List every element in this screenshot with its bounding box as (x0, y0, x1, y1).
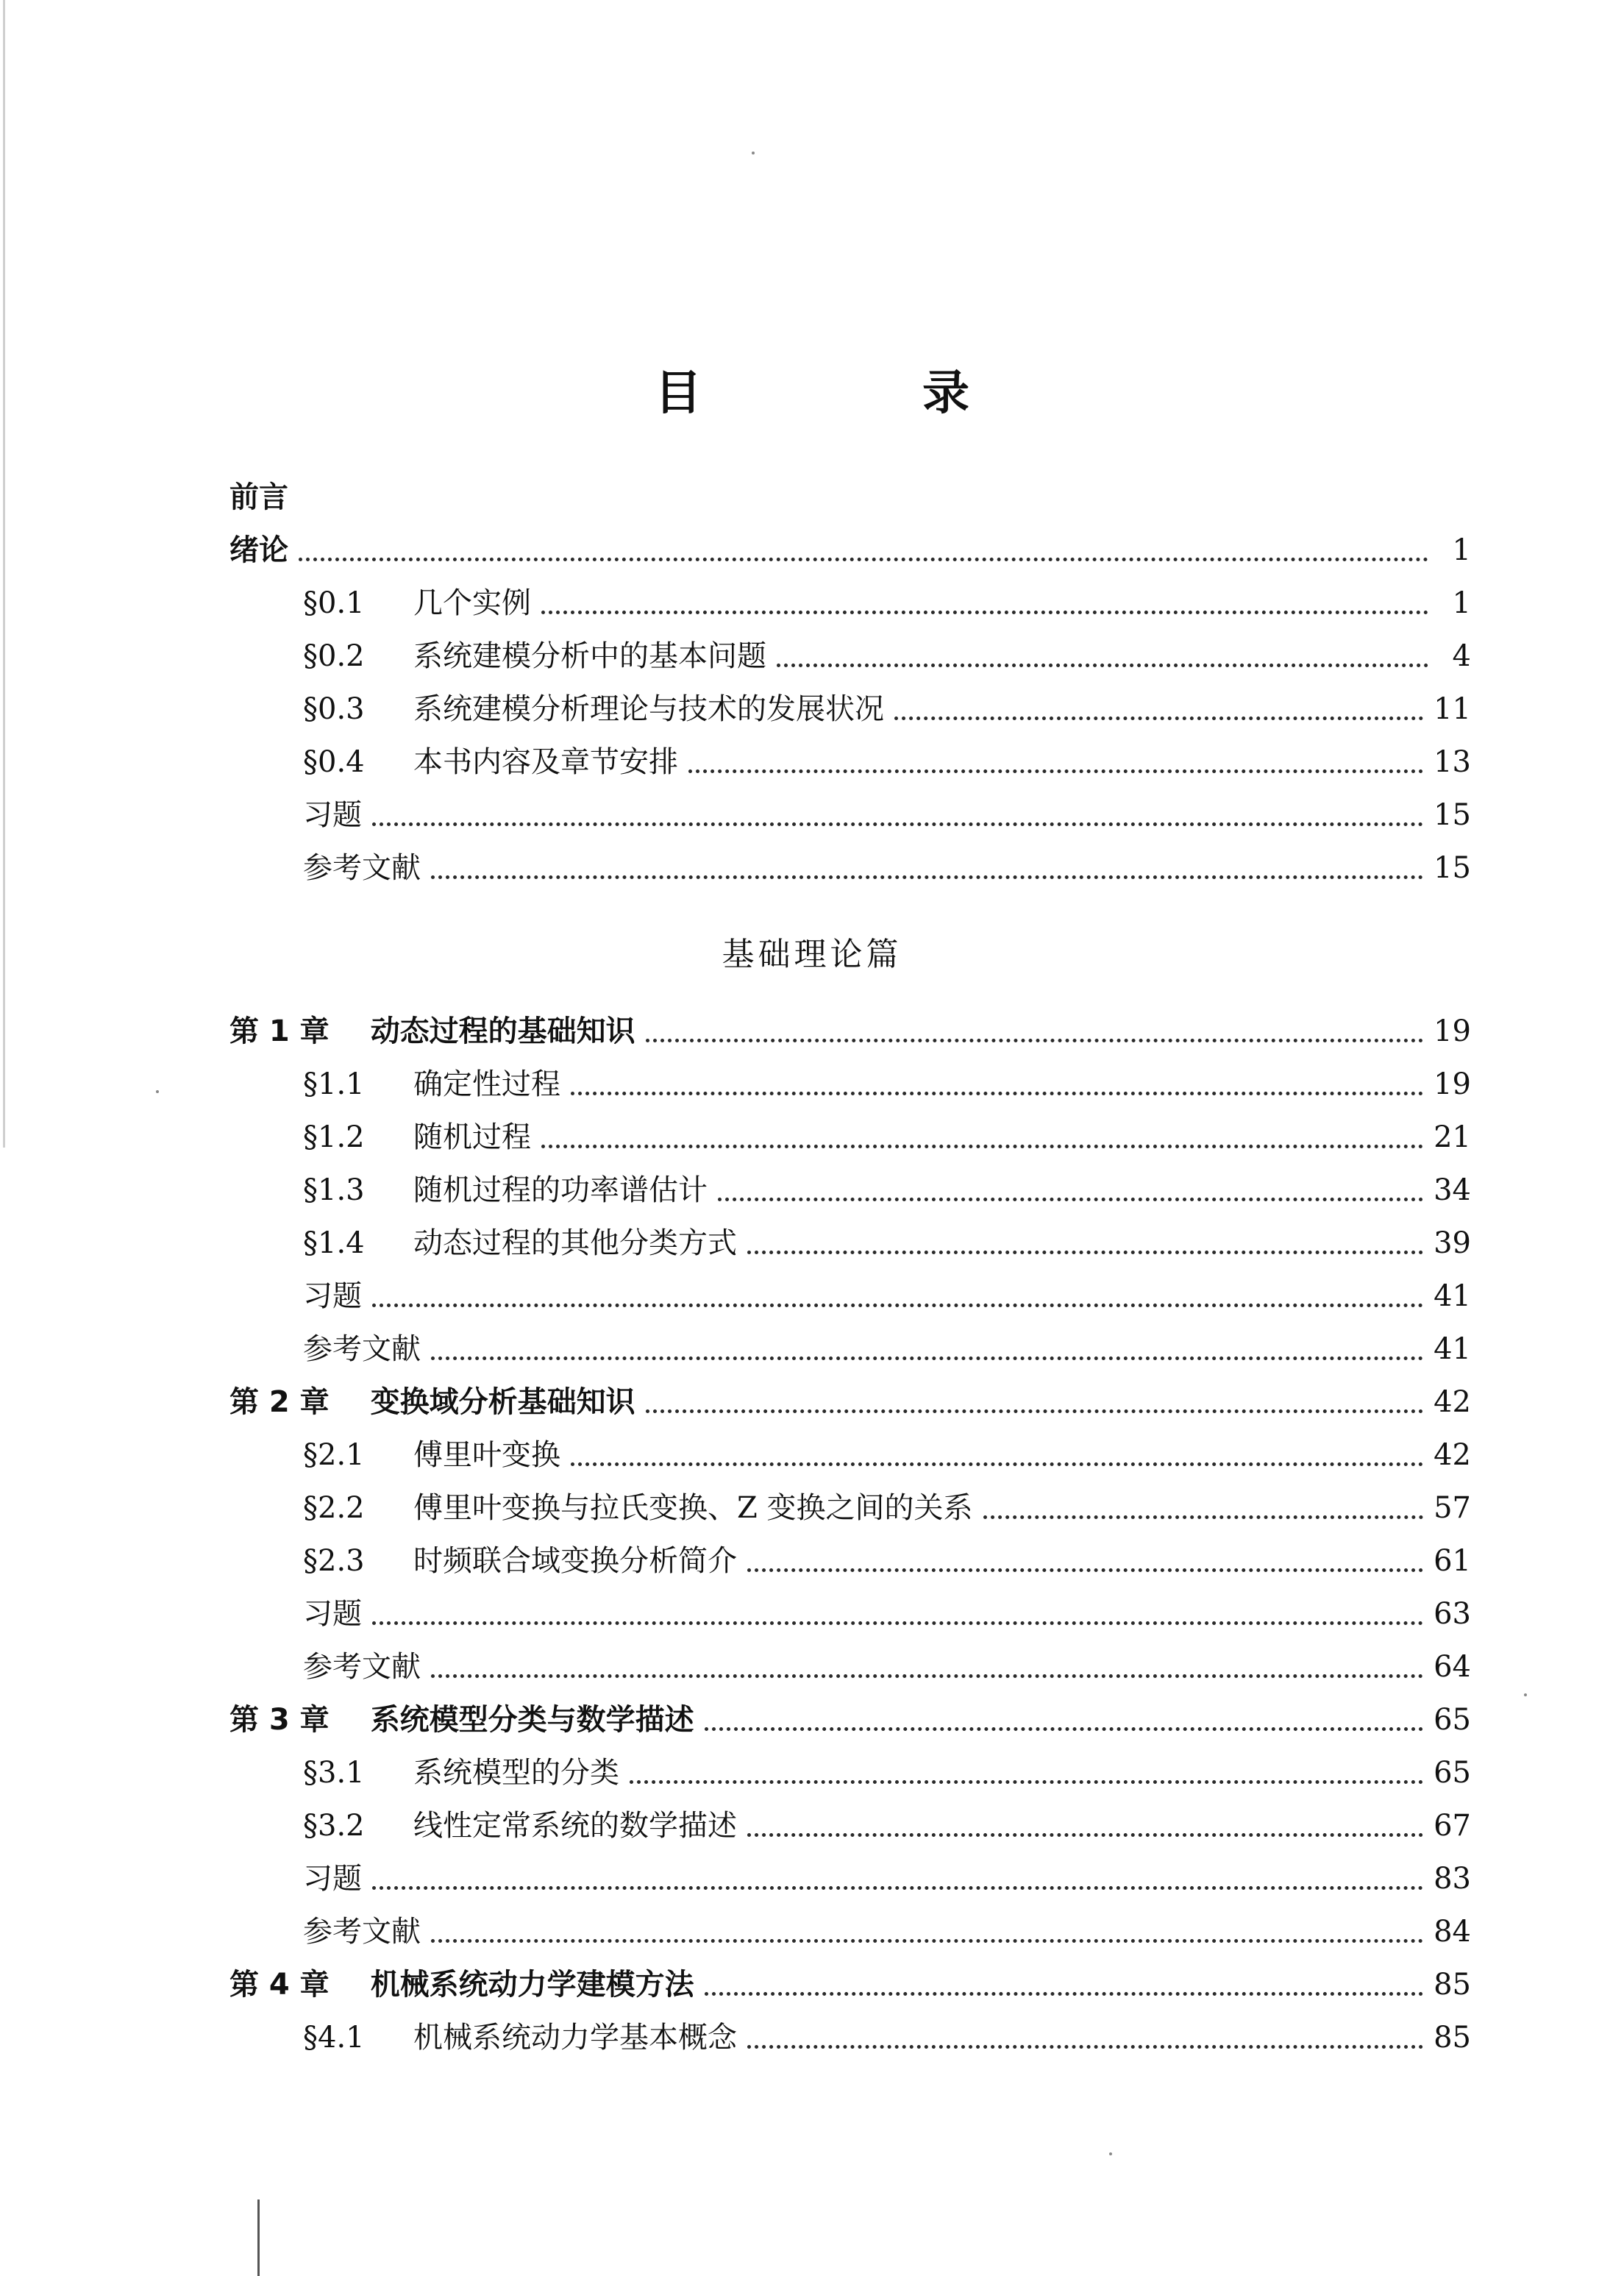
toc-section-entry (303, 1115, 1471, 1159)
entry-title: 动态过程的基础知识 (370, 1014, 635, 1048)
toc-section-entry (303, 1592, 1471, 1636)
section-number: §1.4 (303, 1226, 365, 1260)
dot-leader (372, 1304, 1423, 1307)
dot-leader (372, 1886, 1423, 1890)
toc-chapter-entry (229, 1009, 1471, 1053)
dot-leader (718, 1198, 1423, 1201)
toc-section-entry (303, 1804, 1471, 1848)
toc-section-entry (303, 1486, 1471, 1530)
dot-leader (372, 1621, 1423, 1625)
page-number: 19 (1434, 1014, 1471, 1048)
page-number: 61 (1434, 1544, 1471, 1578)
entry-title: 参考文献 (303, 851, 421, 885)
dot-leader (571, 1462, 1423, 1466)
dot-leader (747, 1568, 1423, 1572)
page-number: 57 (1434, 1491, 1471, 1525)
dot-leader (431, 1356, 1423, 1360)
section-number: §0.3 (303, 692, 365, 726)
section-number: §4.1 (303, 2021, 365, 2055)
toc-chapter-entry (229, 1698, 1471, 1742)
dot-leader (299, 558, 1428, 561)
entry-title: 变换域分析基础知识 (370, 1385, 635, 1419)
entry-title: 随机过程的功率谱估计 (413, 1173, 708, 1207)
page-number: 85 (1434, 2021, 1471, 2055)
page-number: 4 (1452, 639, 1471, 673)
dot-leader (747, 1833, 1423, 1837)
toc-section-entry (303, 1751, 1471, 1795)
dot-leader (894, 716, 1423, 720)
toc-section-entry (303, 1274, 1471, 1318)
page-number: 63 (1434, 1597, 1471, 1631)
entry-title: 系统建模分析中的基本问题 (413, 639, 766, 673)
dot-leader (688, 769, 1423, 773)
section-number: §2.3 (303, 1544, 365, 1578)
entry-title: 系统模型分类与数学描述 (370, 1703, 694, 1737)
entry-title: 机械系统动力学建模方法 (370, 1968, 694, 2002)
section-number: §0.1 (303, 586, 365, 620)
page-number: 83 (1434, 1862, 1471, 1896)
section-number: §1.1 (303, 1067, 365, 1101)
section-number: §3.1 (303, 1756, 365, 1790)
toc-section-entry (303, 1221, 1471, 1265)
toc-entry-preface (229, 475, 1471, 519)
toc-section-entry (303, 1857, 1471, 1901)
page-number: 42 (1434, 1385, 1471, 1419)
dot-leader (431, 1674, 1423, 1678)
toc-section-entry (303, 687, 1471, 731)
chapter-number: 第 1 章 (229, 1014, 330, 1048)
toc-section-entry (303, 740, 1471, 784)
section-number: §2.1 (303, 1438, 365, 1472)
dot-leader (431, 875, 1423, 879)
toc-section-entry (303, 581, 1471, 625)
page-number: 11 (1434, 692, 1471, 726)
dot-leader (431, 1939, 1423, 1943)
toc-section-entry (303, 1433, 1471, 1477)
chapter-number: 第 3 章 (229, 1703, 330, 1737)
page-number: 15 (1434, 798, 1471, 832)
preface-label: 前言 (229, 480, 288, 514)
entry-title: 随机过程 (413, 1120, 531, 1154)
page-number: 42 (1434, 1438, 1471, 1472)
entry-title: 习题 (303, 1862, 362, 1896)
page-number: 19 (1434, 1067, 1471, 1101)
section-number: §1.2 (303, 1120, 365, 1154)
entry-title: 习题 (303, 1279, 362, 1313)
page-number: 39 (1434, 1226, 1471, 1260)
entry-title: 系统模型的分类 (413, 1756, 619, 1790)
entry-title: 动态过程的其他分类方式 (413, 1226, 737, 1260)
chapter-number: 第 4 章 (229, 1968, 330, 2002)
page-number: 65 (1434, 1756, 1471, 1790)
dot-leader (646, 1409, 1423, 1413)
page-number: 67 (1434, 1809, 1471, 1843)
page-number: 34 (1434, 1173, 1471, 1207)
entry-title: 习题 (303, 1597, 362, 1631)
page-number: 84 (1434, 1915, 1471, 1949)
toc-section-entry (303, 1539, 1471, 1583)
page-number: 15 (1434, 851, 1471, 885)
toc-chapter-entry (229, 1963, 1471, 2007)
dot-leader (372, 822, 1423, 826)
section-number: §0.4 (303, 745, 365, 779)
page-number: 13 (1434, 745, 1471, 779)
entry-title: 确定性过程 (413, 1067, 560, 1101)
entry-title: 傅里叶变换 (413, 1438, 560, 1472)
page-number: 64 (1434, 1650, 1471, 1684)
page-number: 65 (1434, 1703, 1471, 1737)
toc-section-entry (303, 1910, 1471, 1954)
dot-leader (646, 1039, 1423, 1042)
toc-section-entry (303, 1327, 1471, 1371)
toc-section-entry (303, 1645, 1471, 1689)
chapter-number: 第 2 章 (229, 1385, 330, 1419)
page-number: 1 (1452, 586, 1471, 620)
entry-title: 傅里叶变换与拉氏变换、Z 变换之间的关系 (413, 1491, 973, 1525)
dot-leader (777, 664, 1428, 667)
dot-leader (705, 1992, 1423, 1996)
entry-title: 线性定常系统的数学描述 (413, 1809, 737, 1843)
entry-title: 系统建模分析理论与技术的发展状况 (413, 692, 884, 726)
page-number: 21 (1434, 1120, 1471, 1154)
dot-leader (541, 611, 1428, 614)
dot-leader (983, 1515, 1424, 1519)
scan-speck (156, 1090, 159, 1093)
toc-section-entry (303, 634, 1471, 678)
page-title: 目 录 (655, 366, 1056, 421)
toc-section-entry (303, 1062, 1471, 1106)
page-number: 41 (1434, 1332, 1471, 1366)
entry-title: 时频联合域变换分析简介 (413, 1544, 737, 1578)
toc-chapter-entry (229, 1380, 1471, 1424)
page-number: 85 (1434, 1968, 1471, 2002)
toc-section-entry (303, 1168, 1471, 1212)
toc-section-entry (303, 846, 1471, 890)
binding-gutter-mark (257, 2199, 260, 2276)
dot-leader (541, 1145, 1423, 1148)
entry-title: 参考文献 (303, 1332, 421, 1366)
scan-speck (752, 152, 755, 154)
dot-leader (747, 1251, 1423, 1254)
scan-speck (1109, 2152, 1112, 2155)
page-number: 1 (1452, 533, 1471, 567)
dot-leader (747, 2045, 1423, 2049)
scan-speck (1524, 1693, 1527, 1696)
entry-title: 几个实例 (413, 586, 531, 620)
section-number: §0.2 (303, 639, 365, 673)
toc-section-entry (303, 2016, 1471, 2060)
dot-leader (571, 1092, 1423, 1095)
toc-section-entry (303, 793, 1471, 837)
dot-leader (630, 1780, 1423, 1784)
entry-title: 绪论 (229, 533, 288, 567)
entry-title: 习题 (303, 798, 362, 832)
dot-leader (705, 1727, 1423, 1731)
toc-chapter-entry (229, 528, 1471, 572)
section-number: §3.2 (303, 1809, 365, 1843)
section-number: §1.3 (303, 1173, 365, 1207)
page-number: 41 (1434, 1279, 1471, 1313)
section-number: §2.2 (303, 1491, 365, 1525)
entry-title: 本书内容及章节安排 (413, 745, 678, 779)
entry-title: 机械系统动力学基本概念 (413, 2021, 737, 2055)
entry-title: 参考文献 (303, 1915, 421, 1949)
entry-title: 参考文献 (303, 1650, 421, 1684)
part-heading: 基础理论篇 (722, 936, 902, 973)
